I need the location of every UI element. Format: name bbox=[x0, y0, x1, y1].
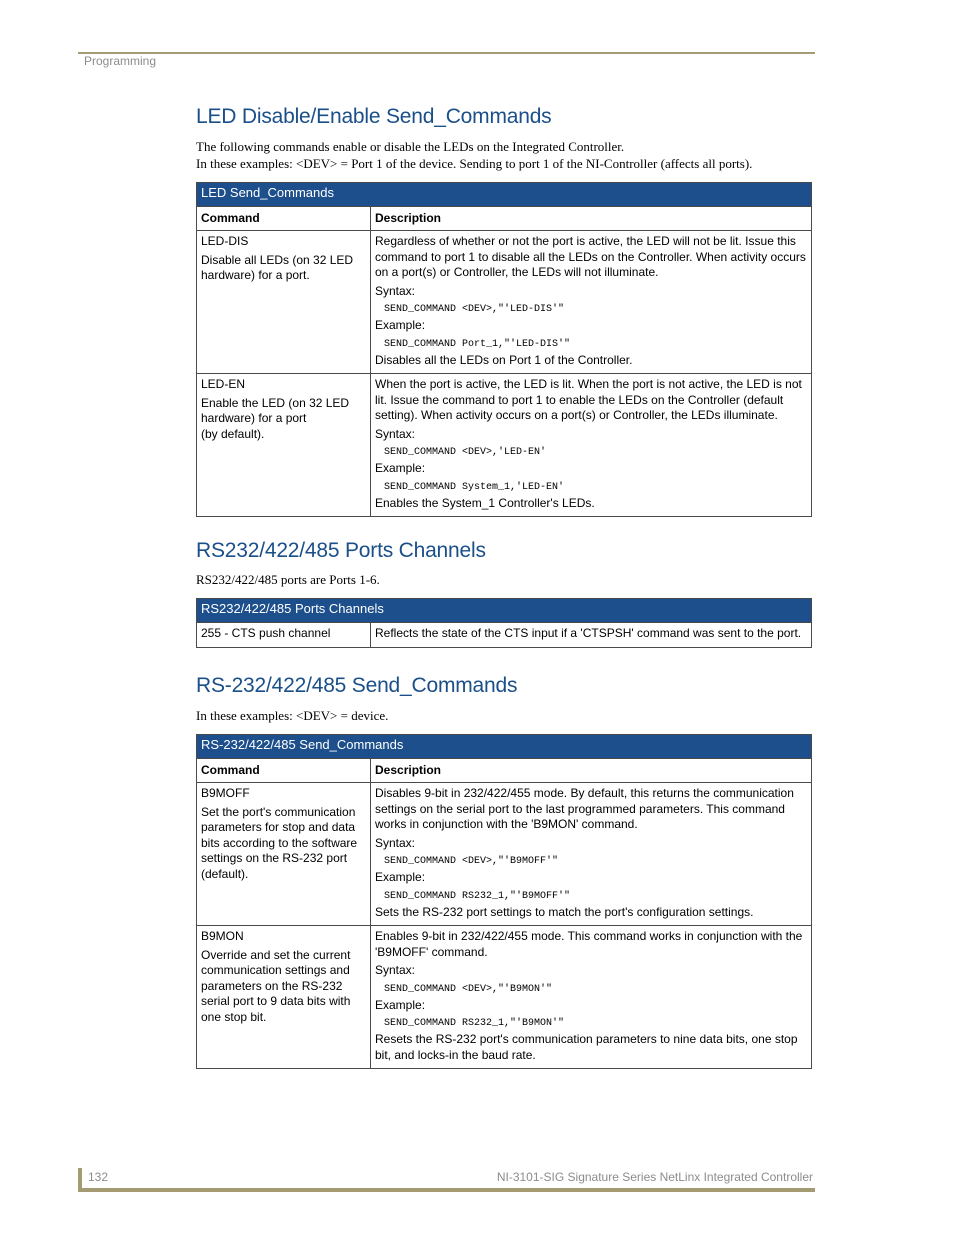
channel-cell: 255 - CTS push channel bbox=[197, 623, 371, 648]
table-row bbox=[197, 374, 812, 517]
running-head: Programming bbox=[84, 54, 157, 68]
command-cell bbox=[197, 926, 371, 1069]
example-result: Disables all the LEDs on Port 1 of the Controller. bbox=[375, 352, 633, 367]
led-intro-2: In these examples: <DEV> = Port 1 of the device. Sending to port 1 of the NI-Controller (affects all ports). bbox=[196, 156, 753, 171]
command-summary: Disable all LEDs (on 32 LED hardware) for a port. bbox=[201, 252, 354, 282]
example-label: Example: bbox=[375, 997, 426, 1012]
command-name: B9MON bbox=[201, 929, 244, 943]
command-description: Disables 9-bit in 232/422/455 mode. By default, this returns the communication settings on the serial port to the last programmed parameters. This command works in conjunction with the 'B9MON' command. bbox=[375, 786, 794, 831]
example-result: Resets the RS-232 port's communication parameters to nine data bits, one stop bit, and locks-in the baud rate. bbox=[375, 1032, 798, 1062]
example-label: Example: bbox=[375, 870, 426, 884]
syntax-label: Syntax: bbox=[375, 426, 416, 441]
command-description: When the port is active, the LED is lit. When the port is not active, the LED is not lit. Issue the command to port 1 to enable the LEDs on the Controller (default setting). When activity occurs on a port(s) or Controller, the LEDs illuminate. bbox=[375, 377, 802, 422]
command-cell bbox=[197, 374, 371, 517]
table-row bbox=[197, 231, 812, 374]
column-header-description: Description bbox=[371, 207, 812, 231]
table-title: LED Send_Commands bbox=[197, 183, 812, 207]
table-row bbox=[197, 623, 812, 648]
rs232-intro: In these examples: <DEV> = device. bbox=[196, 708, 389, 723]
command-cell bbox=[197, 231, 371, 374]
rs232-section-heading: RS-232/422/485 Send_Commands bbox=[196, 674, 518, 697]
syntax-code: SEND_COMMAND <DEV>,"'B9MOFF'" bbox=[384, 856, 559, 867]
command-name: LED-DIS bbox=[201, 234, 249, 248]
header-rule bbox=[78, 52, 815, 54]
description-cell bbox=[371, 231, 812, 374]
channel-description-cell: Reflects the state of the CTS input if a 'CTSPSH' command was sent to the port. bbox=[371, 623, 812, 648]
syntax-label: Syntax: bbox=[375, 835, 416, 850]
syntax-label: Syntax: bbox=[375, 283, 416, 298]
command-cell bbox=[197, 783, 371, 926]
syntax-code: SEND_COMMAND <DEV>,"'LED-DIS'" bbox=[384, 304, 565, 315]
led-intro-1: The following commands enable or disable the LEDs on the Integrated Controller. bbox=[196, 139, 625, 154]
footer-rule bbox=[78, 1188, 815, 1192]
example-result: Sets the RS-232 port settings to match the port's configuration settings. bbox=[375, 904, 754, 919]
rs232-commands-table bbox=[196, 734, 812, 1069]
example-code: SEND_COMMAND RS232_1,"'B9MOFF'" bbox=[384, 890, 571, 902]
column-header-command: Command bbox=[197, 759, 371, 783]
command-summary: Set the port's communication parameters for stop and data bits according to the software settings on the RS-232 port (default). bbox=[201, 804, 358, 881]
syntax-code: SEND_COMMAND <DEV>,'LED-EN' bbox=[384, 447, 547, 458]
example-code: SEND_COMMAND RS232_1,"'B9MON'" bbox=[384, 1018, 565, 1029]
channels-table bbox=[196, 598, 812, 648]
channels-intro: RS232/422/485 ports are Ports 1-6. bbox=[196, 572, 380, 587]
command-summary: Enable the LED (on 32 LED hardware) for a port bbox=[201, 395, 350, 425]
example-label: Example: bbox=[375, 318, 426, 332]
led-section-heading: LED Disable/Enable Send_Commands bbox=[196, 105, 552, 128]
table-title: RS232/422/485 Ports Channels bbox=[197, 599, 812, 623]
example-result: Enables the System_1 Controller's LEDs. bbox=[375, 495, 595, 510]
led-commands-table bbox=[196, 182, 812, 517]
table-row bbox=[197, 926, 812, 1069]
description-cell bbox=[371, 926, 812, 1069]
description-cell bbox=[371, 783, 812, 926]
table-title: RS-232/422/485 Send_Commands bbox=[197, 735, 812, 759]
description-cell bbox=[371, 374, 812, 517]
command-description: Regardless of whether or not the port is active, the LED will not be lit. Issue this command to port 1 to disable all the LEDs on the Controller. When activity occurs on a port(s) or Controller, the LEDs will not illuminate. bbox=[375, 234, 806, 279]
syntax-label: Syntax: bbox=[375, 963, 416, 977]
example-label: Example: bbox=[375, 461, 426, 475]
footer-tab bbox=[78, 1168, 82, 1190]
syntax-code: SEND_COMMAND <DEV>,"'B9MON'" bbox=[384, 983, 553, 995]
column-header-command: Command bbox=[197, 207, 371, 231]
command-summary: Override and set the current communication settings and parameters on the RS-232 serial port to 9 data bits with one stop bit. bbox=[201, 947, 351, 1024]
channels-section-heading: RS232/422/485 Ports Channels bbox=[196, 539, 486, 562]
command-description: Enables 9-bit in 232/422/455 mode. This command works in conjunction with the 'B9MOFF' command. bbox=[375, 929, 803, 959]
command-summary-2: (by default). bbox=[201, 426, 265, 441]
command-name: LED-EN bbox=[201, 377, 246, 391]
page-number: 132 bbox=[88, 1170, 109, 1184]
example-code: SEND_COMMAND Port_1,"'LED-DIS'" bbox=[384, 338, 571, 350]
table-row bbox=[197, 783, 812, 926]
column-header-description: Description bbox=[371, 759, 812, 783]
example-code: SEND_COMMAND System_1,'LED-EN' bbox=[384, 481, 565, 493]
document-title: NI-3101-SIG Signature Series NetLinx Integrated Controller bbox=[496, 1170, 813, 1184]
command-name: B9MOFF bbox=[201, 786, 250, 800]
